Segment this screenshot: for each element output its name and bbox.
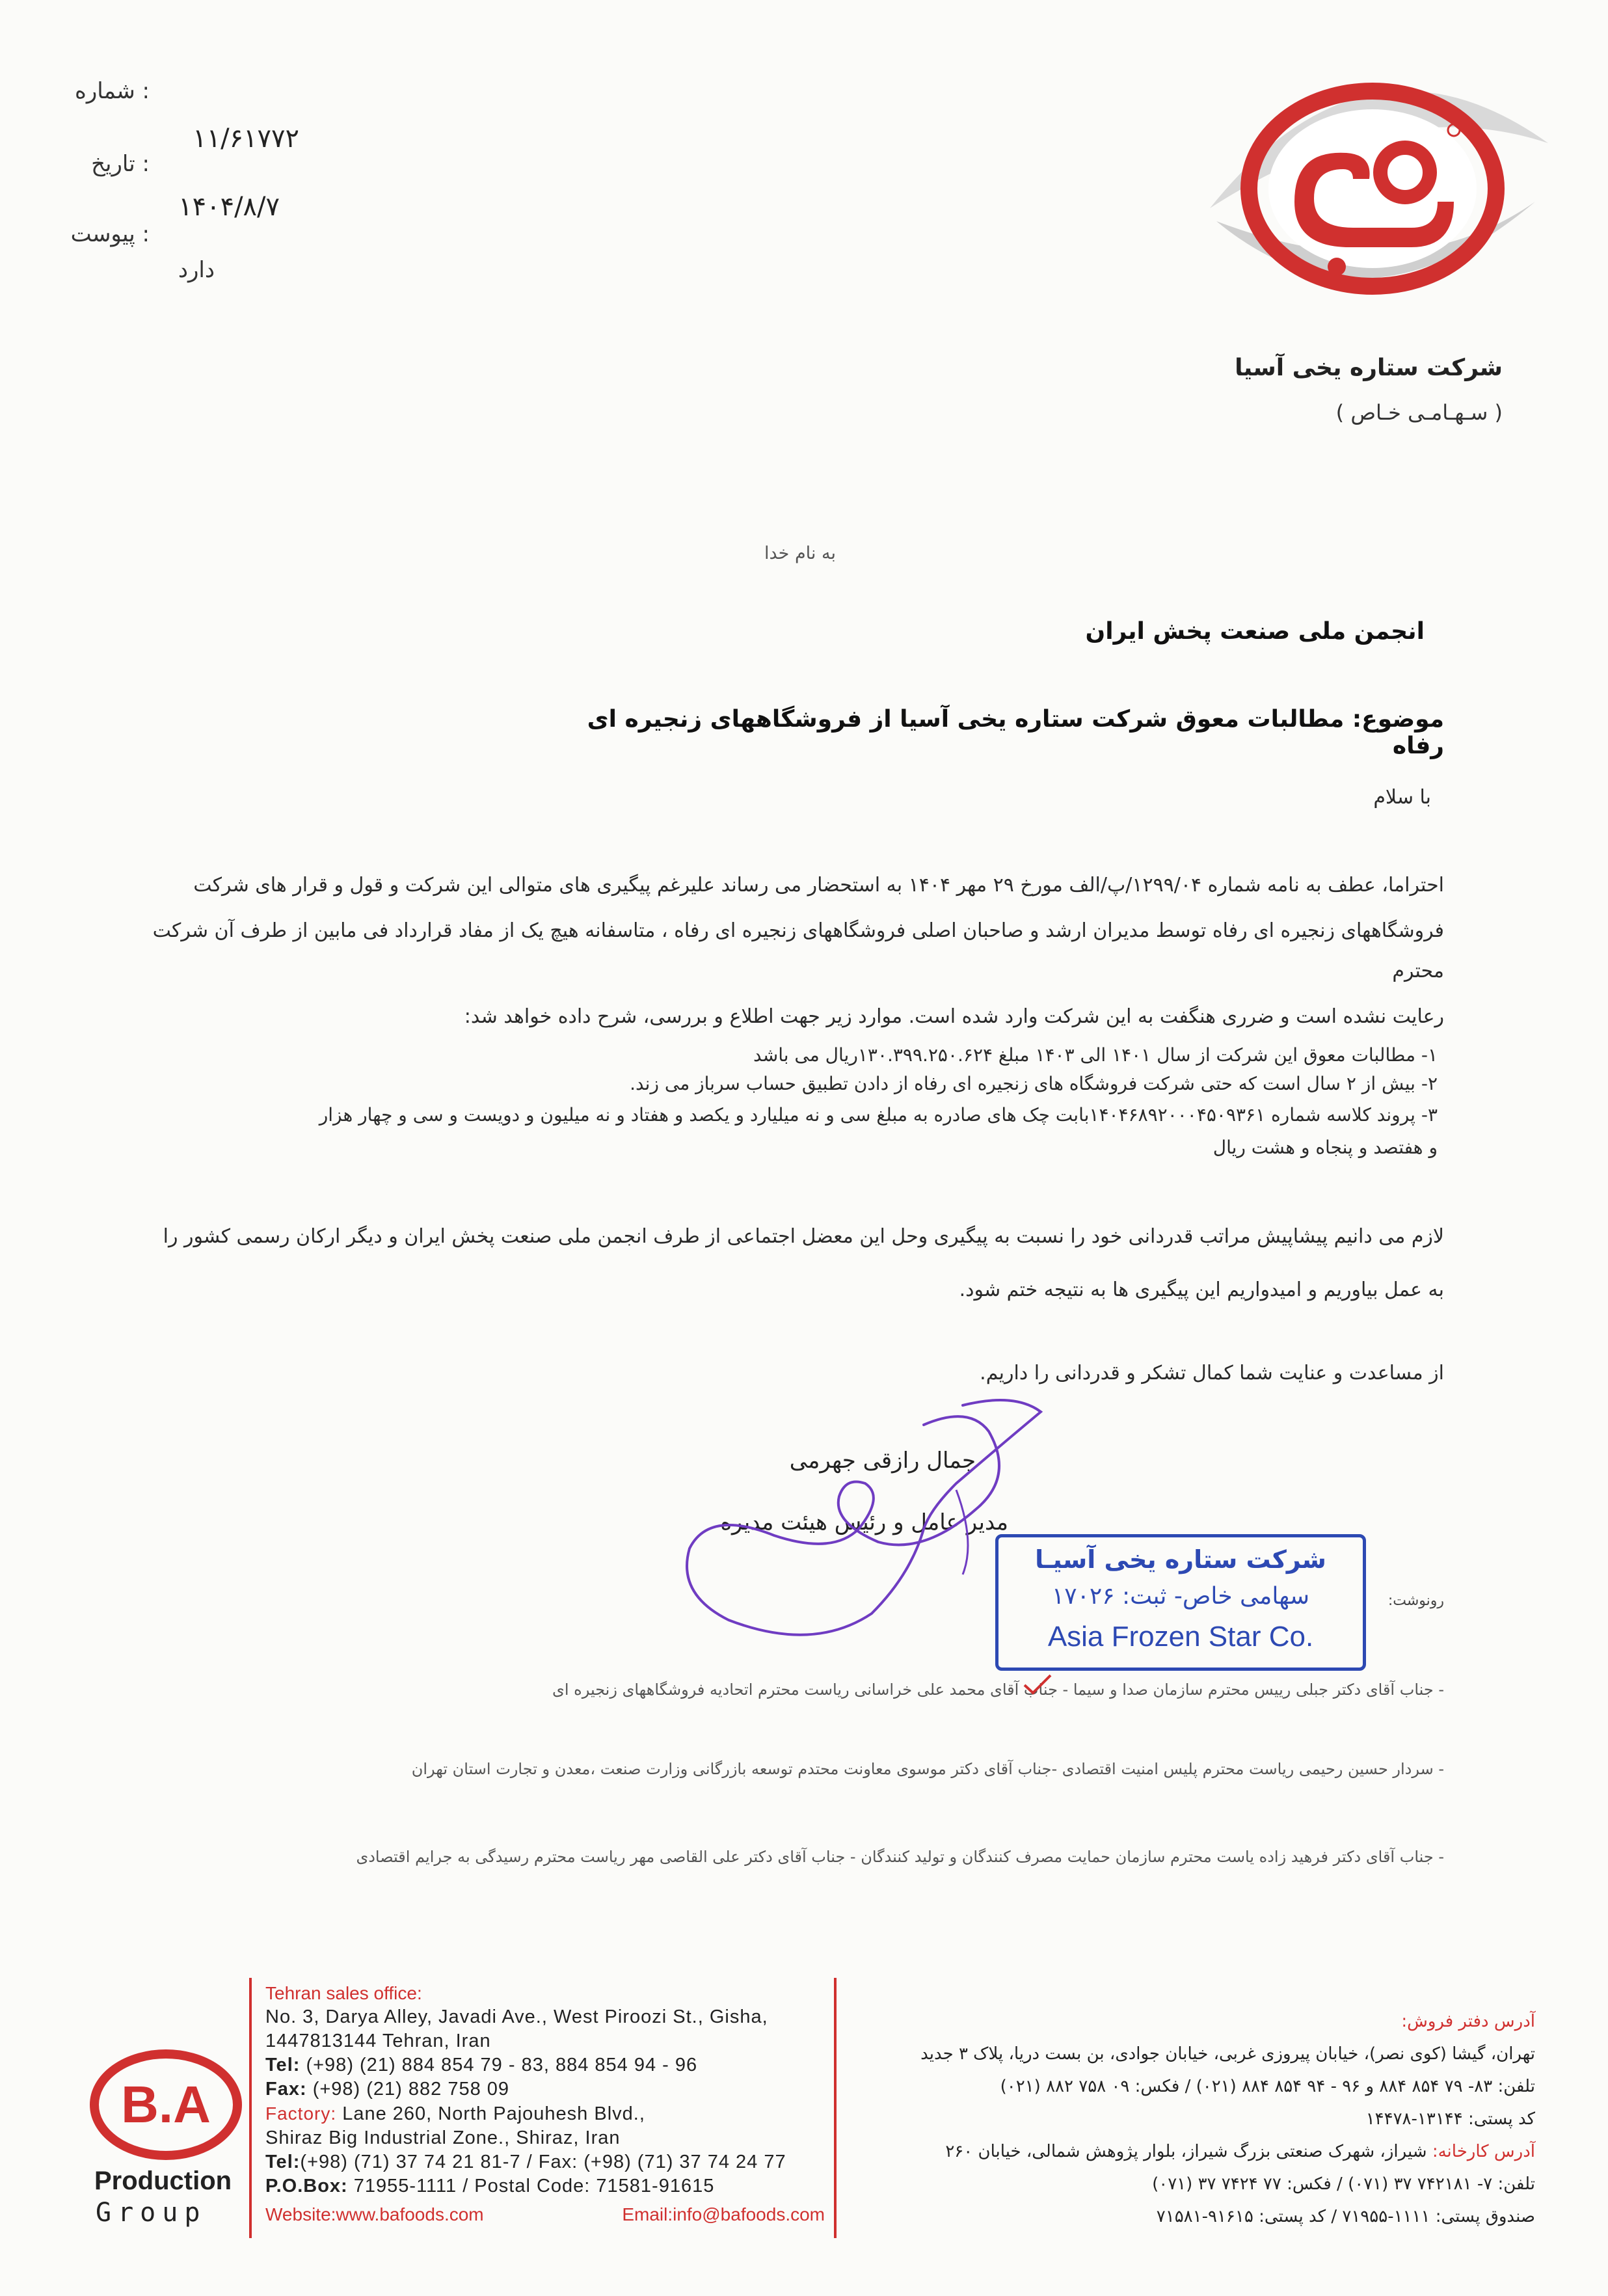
sales-office-fax [265, 2077, 825, 2101]
fa-factory-address [846, 2137, 1535, 2166]
pobox-label: P.O.Box: [265, 2176, 348, 2196]
fax-value: (+98) (21) 882 758 09 [306, 2079, 510, 2100]
stamp-english-name: Asia Frozen Star Co. [1047, 1621, 1314, 1653]
attachment-label: : پیوست [70, 221, 150, 247]
postal-text: / Postal Code: 71581-91615 [457, 2176, 715, 2196]
cc-label: رونوشت: [1387, 1593, 1444, 1609]
fa-factory-line: شیراز، شهرک صنعتی بزرگ شیراز، بلوار پژوهش شمالی، خیابان ۲۶۰ [945, 2142, 1432, 2161]
ba-production-logo [88, 2049, 244, 2264]
ba-group-text: Group [96, 2198, 207, 2228]
factory-phones [265, 2150, 825, 2174]
bpa-logo-icon [1197, 39, 1561, 345]
fa-factory-phones: تلفن: ۷- ۷۴۲۱۸۱ ۳۷ (۰۷۱) / فکس: ۷۷ ۷۴۲۴ ۳۷ (۰۷۱) [1152, 2174, 1535, 2194]
ba-logo-icon [88, 2049, 244, 2167]
cc-line: - سردار حسین رحیمی ریاست محترم پلیس امنیت اقتصادی -جناب آقای دکتر موسوی معاونت محتدم توسعه بازرگانی وزارت صنعت ،معدن و تجارت استان تهران [411, 1760, 1444, 1778]
sales-office-title: Tehran sales office: [265, 1983, 422, 2003]
footer-persian [846, 1981, 1535, 2231]
factory-city: Shiraz Big Industrial Zone., Shiraz, Iran [265, 2127, 621, 2148]
website-link[interactable]: Website:www.bafoods.com [265, 2204, 484, 2224]
fa-office-postal: کد پستی: ۱۳۱۴۴-۱۴۴۷۸ [1365, 2109, 1535, 2129]
fa-factory-title: آدرس کارخانه: [1432, 2142, 1535, 2161]
sales-office-tel [265, 2053, 825, 2077]
date-value: ۱۴۰۴/۸/۷ [178, 192, 280, 222]
paragraph-2 [143, 1217, 1444, 1310]
tel-value: (+98) (21) 884 854 79 - 83, 884 854 94 - 96 [300, 2055, 698, 2075]
signer-title: مدیر عامل و رئیس هیئت مدیره [720, 1509, 1008, 1535]
signature-icon [650, 1379, 1054, 1653]
footer-divider-center [834, 1978, 837, 2238]
signer-name: جمال رازقی جهرمی [789, 1448, 976, 1474]
list-item: و هفتصد و پنجاه و هشت ریال [1213, 1137, 1438, 1158]
paragraph-1-line: رعایت نشده است و ضرری هنگفت به این شرکت وارد شده است. موارد زیر جهت اطلاع و بررسی، شرح داده خواهد شد: [464, 1005, 1444, 1028]
fa-office-address: تهران، گیشا (کوی نصر)، خیابان پیروزی غربی، خیابان جوادی، بن بست دریا، پلاک ۳ جدید [920, 2044, 1535, 2064]
factory-label: Factory: [265, 2103, 337, 2124]
paragraph-1 [143, 865, 1444, 1037]
footer-divider-left [249, 1978, 252, 2238]
number-label: : شماره [75, 78, 150, 104]
paragraph-1-line: فروشگاههای زنجیره ای رفاه توسط مدیران ارشد و صاحبان اصلی فروشگاههای زنجیره ای رفاه ، متاسفانه هیچ یک از مفاد قرارداد فی مابین از طرف آن شرکت محترم [152, 919, 1444, 982]
addressee: انجمن ملی صنعت پخش ایران [1085, 618, 1425, 645]
company-type: ( سـهـامـی خـاص ) [1335, 400, 1503, 425]
sales-office-city: 1447813144 Tehran, Iran [265, 2031, 491, 2051]
paragraph-1-line: احتراما، عطف به نامه شماره ۱۲۹۹/۰۴/پ/الف مورخ ۲۹ مهر ۱۴۰۴ به استحضار می رساند علیرغم پیگیری های متوالی این شرکت و قول و قرار های شرکت [193, 874, 1444, 897]
paragraph-2-line: به عمل بیاوریم و امیدواریم این پیگیری ها به نتیجه ختم شود. [959, 1278, 1444, 1301]
checkmark-icon [1021, 1672, 1054, 1698]
pobox-line [265, 2174, 825, 2198]
cc-line: - جناب آقای دکتر جبلی رییس محترم سازمان صدا و سیما - جناب آقای محمد علی خراسانی ریاست محترم اتحادیه فروشگاههای زنجیره ای [552, 1681, 1444, 1699]
cc-line: - جناب آقای دکتر فرهید زاده یاست محترم سازمان حمایت مصرف کنندگان و تولید کنندگان - جناب آقای دکتر علی القاصی مهر ریاست محترم رسیدگی به جرایم اقتصادی [356, 1848, 1444, 1866]
letter-subject: موضوع: مطالبات معوق شرکت ستاره یخی آسیا از فروشگاههای زنجیره ای رفاه [587, 706, 1444, 759]
tel-label: Tel: [265, 2055, 301, 2075]
list-item: ۲- بیش از ۲ سال است که حتی شرکت فروشگاه های زنجیره ای رفاه از دادن تطبیق حساب سرباز می زند. [630, 1073, 1438, 1094]
closing: از مساعدت و عنایت شما کمال تشکر و قدردانی را داریم. [980, 1362, 1444, 1384]
email-link[interactable]: Email:info@bafoods.com [622, 2204, 825, 2224]
factory-address [265, 2101, 825, 2126]
footer-english [265, 1981, 825, 2226]
fax-label: Fax: [265, 2079, 307, 2100]
tel2-label: Tel: [265, 2152, 301, 2172]
sales-office-address: No. 3, Darya Alley, Javadi Ave., West Piroozi St., Gisha, [265, 2006, 768, 2027]
fa-pobox: صندوق پستی: ۱۱۱۱-۷۱۹۵۵ / کد پستی: ۹۱۶۱۵-۷۱۵۸۱ [1156, 2207, 1535, 2226]
factory-line1: Lane 260, North Pajouhesh Blvd., [336, 2103, 645, 2124]
fax2-text: / Fax: (+98) (71) 37 74 24 77 [520, 2152, 786, 2172]
company-logo [1197, 39, 1561, 345]
ba-production-text: Production [94, 2167, 232, 2195]
pobox-value: 71955-1111 [347, 2176, 457, 2196]
paragraph-2-line: لازم می دانیم پیشاپیش مراتب قدردانی خود را نسبت به پیگیری وحل این معضل اجتماعی از طرف انجمن ملی صنعت پخش ایران و دیگر ارکان رسمی کشور را [163, 1225, 1444, 1248]
claims-list [143, 1041, 1438, 1162]
tel2-value: (+98) (71) 37 74 21 81-7 [300, 2152, 521, 2172]
number-value: ۱۱/۶۱۷۷۲ [193, 124, 299, 154]
fa-office-phones: تلفن: ۸۳- ۷۹ ۸۵۴ ۸۸۴ و ۹۶ - ۹۴ ۸۵۴ ۸۸۴ (۰۲۱) / فکس: ۰۹ ۷۵۸ ۸۸۲ (۰۲۱) [1000, 2077, 1535, 2096]
bismillah: به نام خدا [764, 543, 836, 563]
greeting: با سلام [1373, 786, 1431, 809]
list-item: ۱- مطالبات معوق این شرکت از سال ۱۴۰۱ الی ۱۴۰۳ مبلغ ۱۳۰.۳۹۹.۲۵۰.۶۲۴ریال می باشد [753, 1044, 1438, 1066]
stamp-company-name: شرکت ستاره یخی آسیـا [1035, 1545, 1326, 1574]
date-label: : تاریخ [91, 151, 150, 177]
list-item: ۳- پروند کلاسه شماره ۱۴۰۴۶۸۹۲۰۰۰۴۵۰۹۳۶۱بابت چک های صادره به مبلغ سی و نه میلیارد و یکصد و هفتاد و نه میلیون و دویست و سی و چهار هزار [319, 1104, 1438, 1126]
company-stamp [995, 1534, 1366, 1671]
ba-logo-text: B.A [121, 2075, 211, 2133]
fa-office-title: آدرس دفتر فروش: [1401, 2012, 1535, 2031]
stamp-registration: سهامی خاص- ثبت: ۱۷۰۲۶ [1051, 1583, 1310, 1610]
company-name: شرکت ستاره یخی آسیا [1235, 355, 1503, 381]
attachment-value: دارد [178, 257, 215, 283]
